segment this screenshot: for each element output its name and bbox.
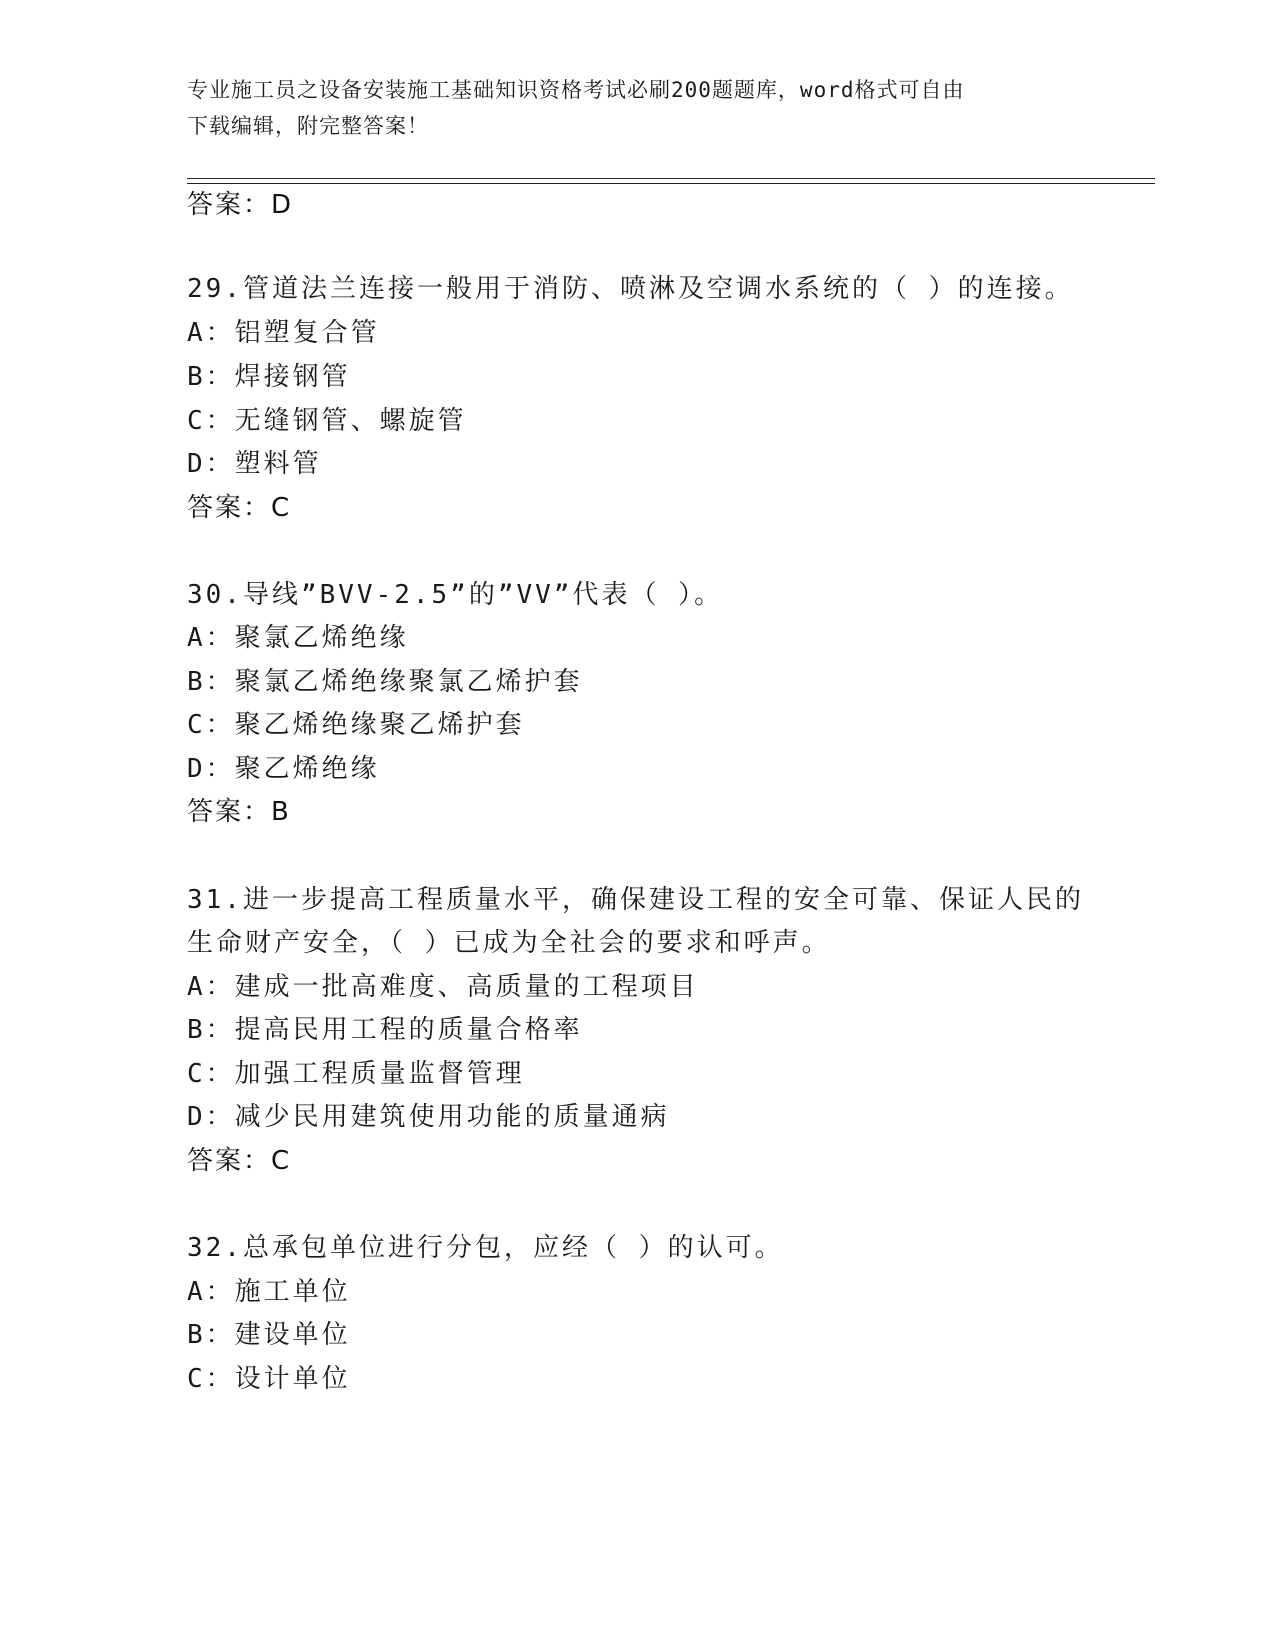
question-29-answer: 答案：C — [187, 493, 292, 523]
header-rule-bottom — [187, 183, 1155, 184]
question-31-stem-line-2: 生命财产安全，（ ）已成为全社会的要求和呼声。 — [187, 928, 831, 958]
question-30-option-b: B：聚氯乙烯绝缘聚氯乙烯护套 — [187, 667, 583, 697]
question-29-option-b: B：焊接钢管 — [187, 362, 351, 392]
question-29-stem: 29.管道法兰连接一般用于消防、喷淋及空调水系统的（ ）的连接。 — [187, 274, 1074, 304]
question-31-option-a: A：建成一批高难度、高质量的工程项目 — [187, 972, 699, 1002]
question-30-option-d: D：聚乙烯绝缘 — [187, 754, 380, 784]
question-31-answer: 答案：C — [187, 1146, 292, 1176]
answer-prev: 答案：D — [187, 190, 294, 220]
question-31-option-d: D：减少民用建筑使用功能的质量通病 — [187, 1102, 670, 1132]
question-32-option-a: A：施工单位 — [187, 1277, 351, 1307]
question-32-stem: 32.总承包单位进行分包，应经（ ）的认可。 — [187, 1233, 784, 1263]
question-30-option-c: C：聚乙烯绝缘聚乙烯护套 — [187, 710, 525, 740]
question-30-stem: 30.导线”BVV-2.5”的”VV”代表（ ）。 — [187, 580, 724, 610]
question-32-option-b: B：建设单位 — [187, 1320, 351, 1350]
question-29-option-c: C：无缝钢管、螺旋管 — [187, 406, 467, 436]
question-29-option-a: A：铝塑复合管 — [187, 318, 380, 348]
header-line-1: 专业施工员之设备安装施工基础知识资格考试必刷200题题库，word格式可自由 — [187, 78, 965, 102]
question-31-option-c: C：加强工程质量监督管理 — [187, 1059, 525, 1089]
question-31-option-b: B：提高民用工程的质量合格率 — [187, 1015, 583, 1045]
question-32-option-c: C：设计单位 — [187, 1364, 351, 1394]
header-line-2: 下载编辑，附完整答案！ — [187, 114, 429, 138]
question-30-answer: 答案：B — [187, 797, 291, 827]
document-header — [187, 72, 1087, 144]
question-31-stem-line-1: 31.进一步提高工程质量水平，确保建设工程的安全可靠、保证人民的 — [187, 885, 1084, 915]
header-rule-top — [187, 178, 1155, 179]
question-30-option-a: A：聚氯乙烯绝缘 — [187, 623, 409, 653]
question-29-option-d: D：塑料管 — [187, 449, 322, 479]
